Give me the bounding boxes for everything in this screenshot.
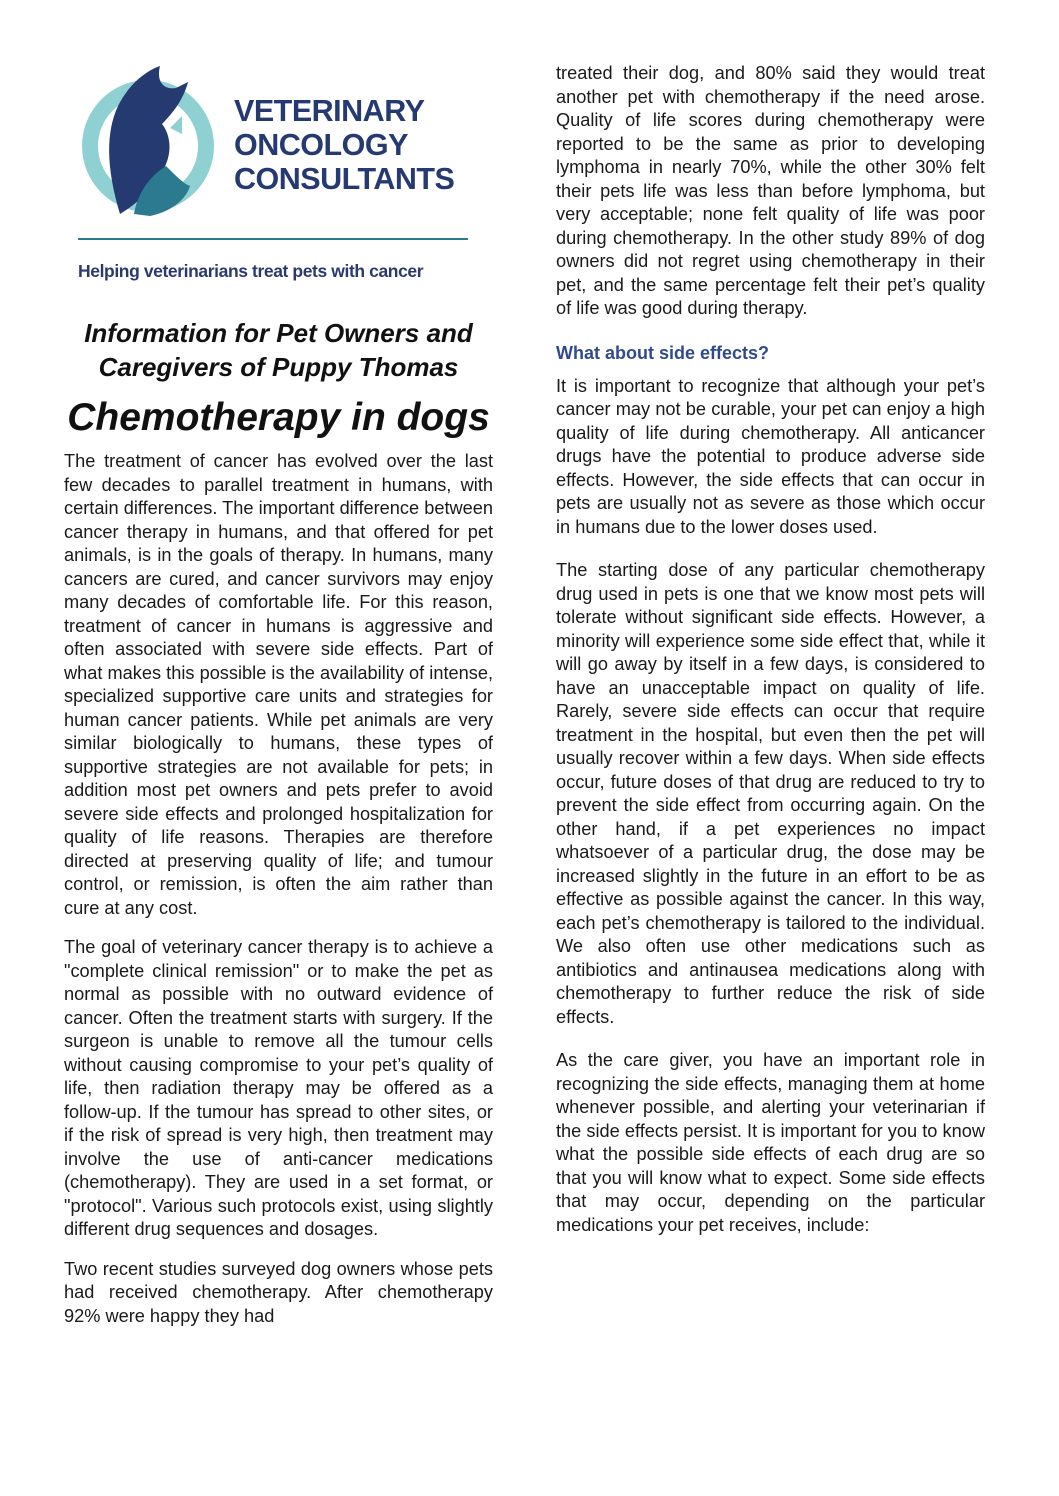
page-subtitle: Information for Pet Owners and Caregivers of Puppy Thomas: [84, 318, 473, 382]
right-paragraph-2: It is important to recognize that although your pet’s cancer may not be curable, your pet can enjoy a high quality of life during chemotherapy. All anticancer drugs have the potential to produce adverse side effects. However, the side effects that can occur in pets are usually not as severe as those which occur in humans due to the lower doses used.: [556, 375, 985, 537]
left-paragraph-3: Two recent studies surveyed dog owners whose pets had received chemotherapy. After chemotherapy 92% were happy they had: [64, 1258, 493, 1326]
left-paragraph-1: The treatment of cancer has evolved over the last few decades to parallel treatment in humans, with certain differences. The important difference between cancer therapy in humans, and that offered for pet animals, is in the goals of therapy. In humans, many cancers are cured, and cancer survivors may enjoy many decades of comfortable life. For this reason, treatment of cancer in humans is aggressive and often associated with severe side effects. Part of what makes this possible is the availability of intense, specialized supportive care units and strategies for human cancer patients. While pet animals are very similar biologically to humans, these types of supportive strategies are not available for pets; in addition most pet owners and pets prefer to avoid severe side effects and prolonged hospitalization for quality of life reasons. Therapies are therefore directed at preserving quality of life; and tumour control, or remission, is often the aim rather than cure at any cost.: [64, 451, 493, 918]
left-column: [64, 450, 493, 1328]
right-paragraph-4: As the care giver, you have an important role in recognizing the side effects, managing them at home whenever possible, and alerting your veterinarian if the side effects persist. It is important for you to know what the possible side effects of each drug are so that you will know what to expect. Some side effects that may occur, depending on the particular medications your pet receives, include:: [556, 1050, 985, 1235]
right-column: [556, 62, 985, 1237]
right-paragraph-1: treated their dog, and 80% said they would treat another pet with chemotherapy if the need arose. Quality of life scores during chemotherapy were reported to be the same as prior to developing lymphoma in nearly 70%, while the other 30% felt their pets life was less than before lymphoma, but very acceptable; none felt quality of life was poor during chemotherapy. In the other study 89% of dog owners did not regret using chemotherapy in their pet, and the same percentage felt their pet’s quality of life was good during therapy.: [556, 63, 985, 318]
logo-line-3: CONSULTANTS: [234, 162, 455, 196]
page-title: Chemotherapy in dogs: [67, 396, 490, 439]
dog-cat-silhouette-icon: [78, 64, 223, 224]
section-heading-side-effects: What about side effects?: [556, 342, 770, 363]
logo-tagline: Helping veterinarians treat pets with cancer: [78, 261, 424, 281]
logo-divider: [78, 238, 468, 240]
logo-line-1: VETERINARY: [234, 94, 425, 128]
logo-wordmark: [234, 94, 454, 196]
logo-line-2: ONCOLOGY: [234, 128, 408, 162]
left-paragraph-2: The goal of veterinary cancer therapy is to achieve a "complete clinical remission" or to make the pet as normal as possible with no outward evidence of cancer. Often the treatment starts with surgery. If the surgeon is unable to remove all the tumour cells without causing compromise to your pet’s quality of life, then radiation therapy may be offered as a follow-up. If the tumour has spread to other sites, or if the risk of spread is very high, then treatment may involve the use of anti-cancer medications (chemotherapy). They are used in a set format, or "protocol". Various such protocols exist, using slightly different drug sequences and dosages.: [64, 937, 493, 1239]
right-paragraph-3: The starting dose of any particular chemotherapy drug used in pets is one that we know most pets will tolerate without significant side effects. However, a minority will experience some side effect that, while it will go away by itself in a few days, is considered to have an unacceptable impact on quality of life. Rarely, severe side effects can occur that require treatment in the hospital, but even then the pet will usually recover within a few days. When side effects occur, future doses of that drug are reduced to try to prevent the side effect from occurring again. On the other hand, if a pet experiences no impact whatsoever of a particular drug, the dose may be increased slightly in the future in an effort to be as effective as possible against the cancer. In this way, each pet’s chemotherapy is tailored to the individual. We also often use other medications such as antibiotics and antinausea medications along with chemotherapy to further reduce the risk of side effects.: [556, 560, 985, 1027]
logo: [78, 64, 478, 224]
